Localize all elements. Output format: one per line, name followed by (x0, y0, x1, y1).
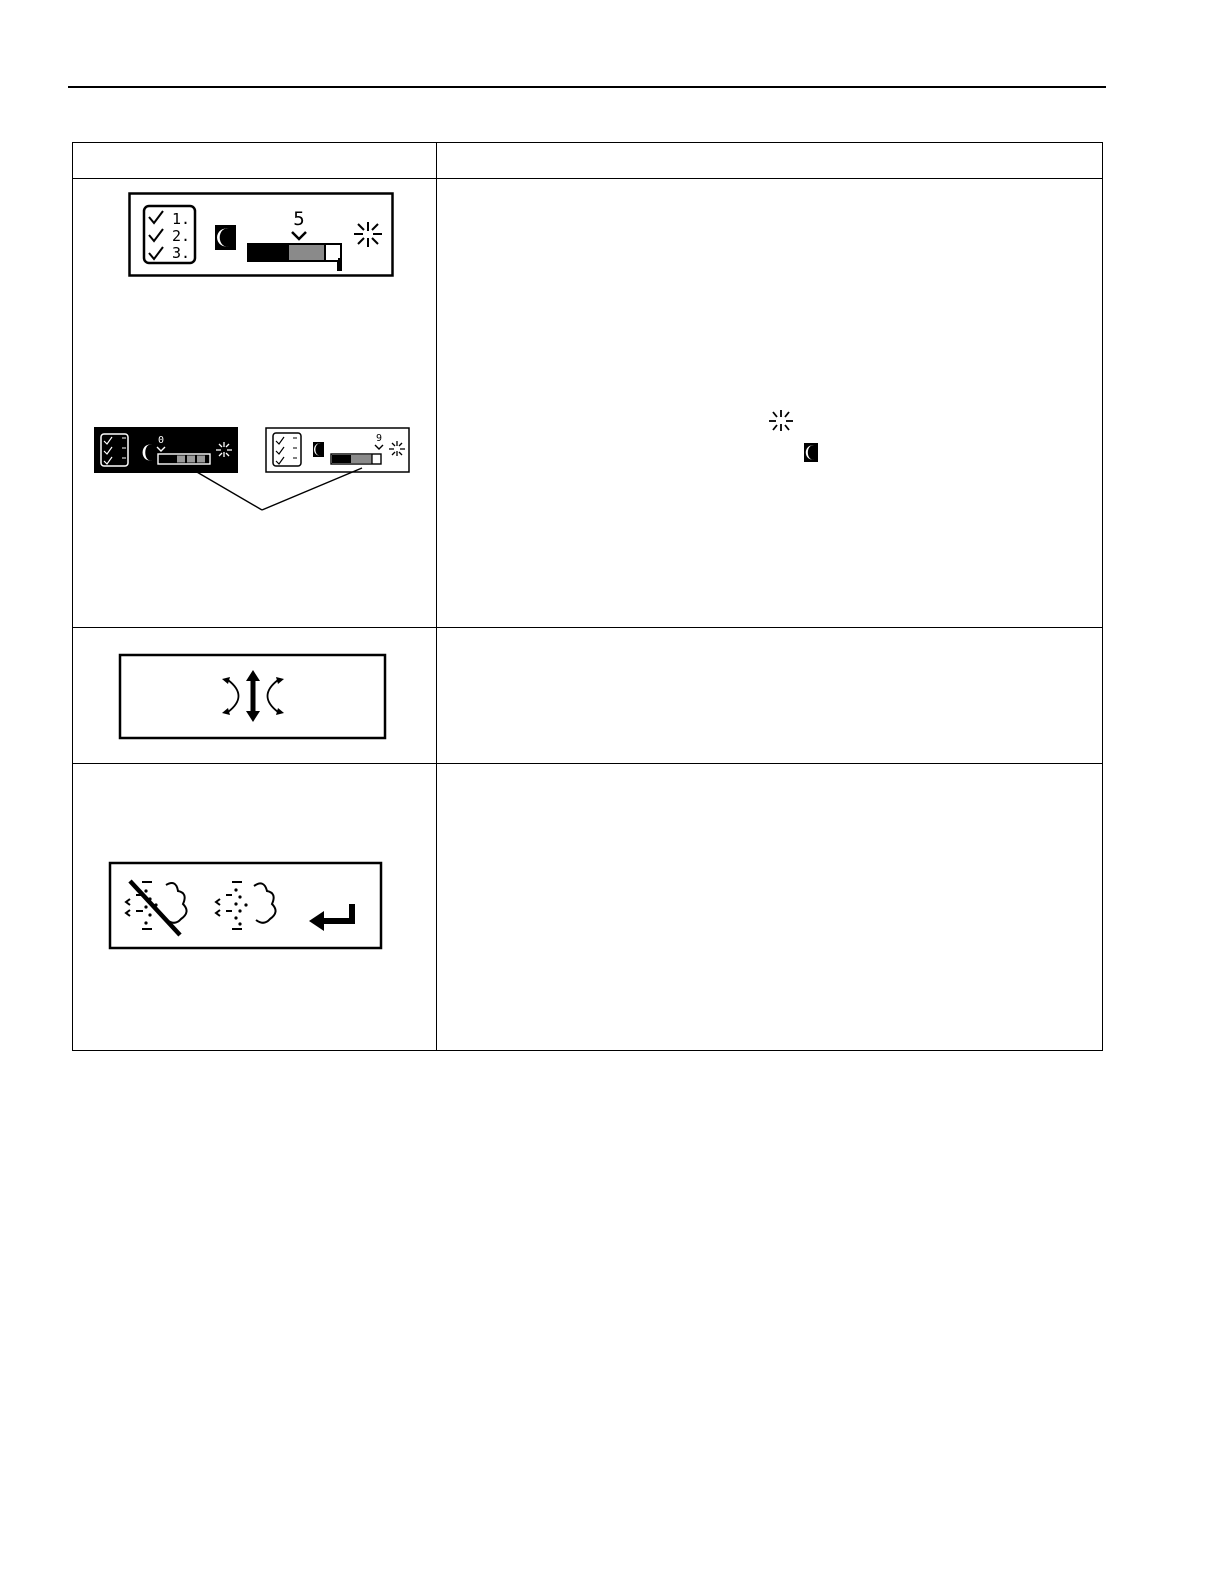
right-display-value: 9 (375, 433, 383, 444)
row-divider-2 (73, 763, 1102, 764)
left-display-value: 0 (157, 435, 165, 446)
row-divider-header (73, 178, 1102, 179)
checklist-number-1: 1. (172, 210, 191, 228)
moon-icon (215, 225, 236, 250)
row-divider-1 (73, 627, 1102, 628)
spread-figure (118, 653, 388, 742)
moon-icon-inline (803, 442, 819, 463)
main-display-figure (128, 192, 396, 280)
callout-lines (190, 468, 362, 510)
checklist-number-2: 2. (172, 227, 191, 245)
checklist-number-3: 3. (172, 244, 191, 262)
main-display-value: 5 (293, 208, 305, 230)
header-rule (68, 86, 1106, 88)
steam-figure (108, 861, 384, 952)
right-small-display (266, 428, 409, 472)
left-small-display (94, 427, 238, 473)
small-displays-figure (92, 424, 414, 516)
sparkle-icon-inline (767, 409, 795, 433)
column-divider (436, 143, 437, 1050)
